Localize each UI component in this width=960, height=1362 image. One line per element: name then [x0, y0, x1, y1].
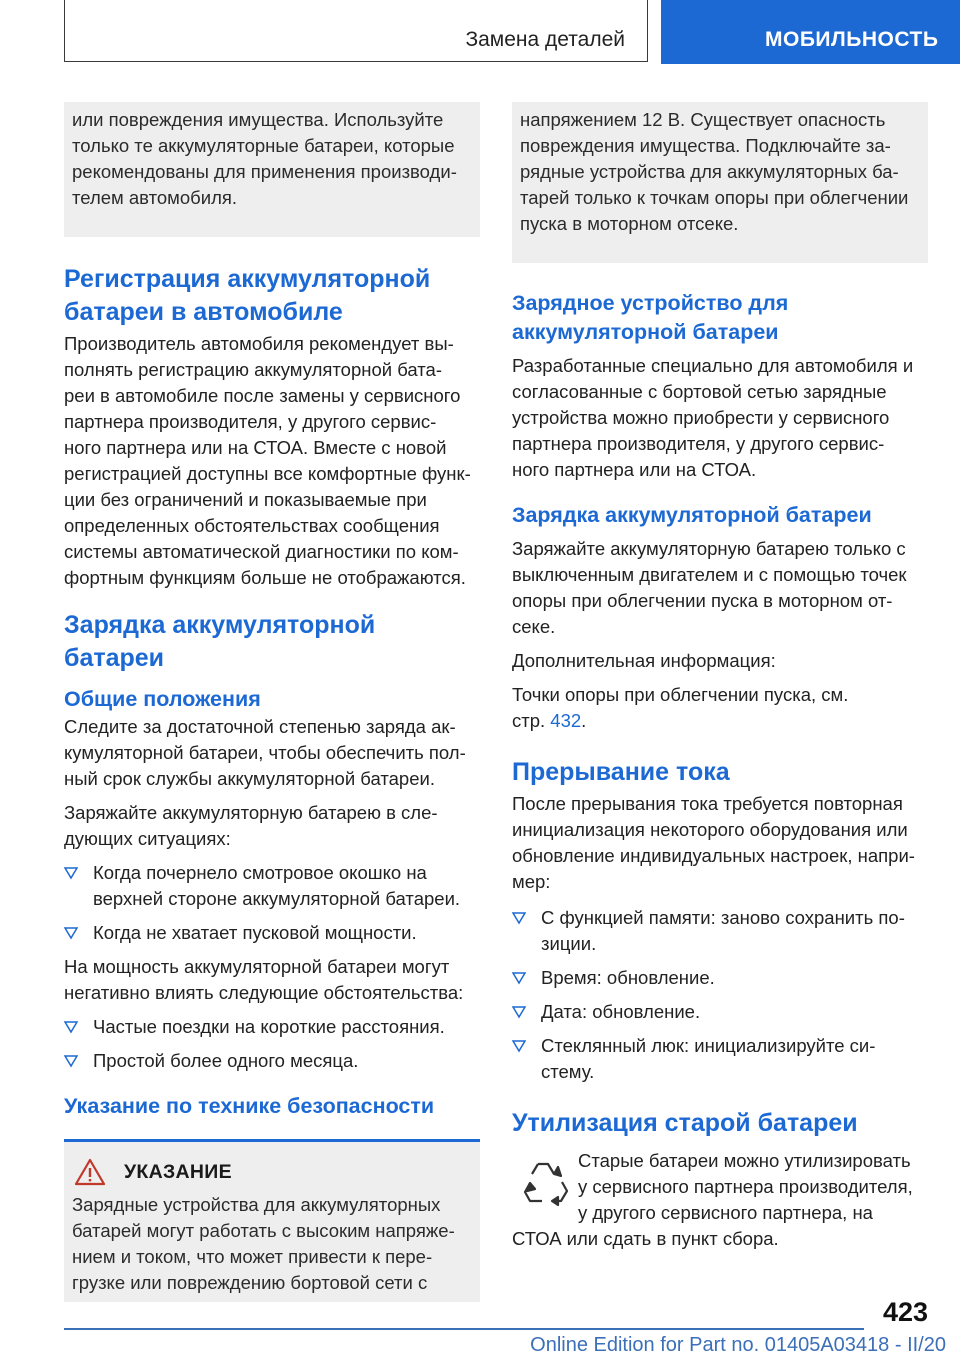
paragraph-situations [64, 800, 480, 852]
text-line: ный срок службы аккумуляторной батареи. [64, 768, 435, 789]
list-item [512, 905, 928, 957]
paragraph-charging [512, 536, 928, 640]
text-line: системы автоматической диагностики по ком- [64, 541, 459, 562]
note-line: телем автомобиля. [72, 187, 238, 208]
text-line: ции без ограничений и показываемые при [64, 489, 427, 510]
warning-header [72, 1152, 472, 1192]
text-line: секе. [512, 616, 556, 637]
list-item [512, 1033, 928, 1085]
note-line: рекомендованы для применения производи- [72, 161, 457, 182]
text-line: полнять регистрацию аккумуляторной бата- [64, 359, 442, 380]
triangle-bullet-icon [512, 1039, 526, 1053]
text-line: верхней стороне аккумуляторной батареи. [93, 888, 461, 909]
text-line: фортным функциям больше не отображаются. [64, 567, 466, 588]
triangle-bullet-icon [64, 1054, 78, 1068]
left-column [64, 102, 480, 1302]
heading-disposal: Утилизация старой батареи [512, 1109, 858, 1137]
note-line: или повреждения имущества. Используйте [72, 109, 444, 130]
text-line: Зарядные устройства для аккумуляторных [72, 1194, 441, 1215]
text-line: устройства можно приобрести у сервисного [512, 407, 890, 428]
bullet-list-situations [64, 860, 480, 946]
text-line: нием и током, что может привести к пере- [72, 1246, 433, 1267]
triangle-bullet-icon [64, 1020, 78, 1034]
text-line: Следите за достаточной степенью заряда ак- [64, 716, 456, 737]
text-line: Точки опоры при облегчении пуска, см. [512, 684, 849, 705]
list-item [64, 1014, 480, 1040]
continued-warning-box [512, 102, 928, 263]
text-line: Заряжайте аккумуляторную батарею в сле- [64, 802, 438, 823]
recycle-icon [518, 1154, 574, 1210]
heading-line: батареи [64, 644, 165, 672]
heading-line: батареи в автомобиле [64, 298, 343, 326]
text-line: На мощность аккумуляторной батареи могут [64, 956, 450, 977]
header-section-box [64, 0, 648, 62]
bullet-list-interruption [512, 905, 928, 1085]
text-line: дующих ситуациях: [64, 828, 231, 849]
list-item [64, 920, 480, 946]
warning-triangle-icon [74, 1158, 106, 1186]
text-line: согласованные с бортовой сетью зарядные [512, 381, 887, 402]
text-line: Стеклянный люк: инициализируйте си- [541, 1035, 876, 1056]
list-item [64, 1048, 480, 1074]
list-item [512, 965, 928, 991]
heading-battery-charging [64, 609, 480, 675]
text-line: С функцией памяти: заново сохранить по- [541, 907, 905, 928]
text-line: опоры при облегчении пуска в моторном от- [512, 590, 893, 611]
page-reference-link[interactable]: 432 [550, 710, 582, 731]
text-line: регистрацией доступны все комфортные функ- [64, 463, 471, 484]
warning-box [64, 1142, 480, 1302]
warning-text [72, 1192, 472, 1296]
note-line: только те аккумуляторные батареи, которые [72, 135, 455, 156]
text-line: инициализация некоторого оборудования или [512, 819, 908, 840]
heading-charger [512, 289, 928, 347]
heading-line: аккумуляторной батареи [512, 320, 779, 344]
heading-line: Зарядное устройство для [512, 291, 789, 315]
text-line: Простой более одного месяца. [93, 1050, 359, 1071]
page-number: 423 [882, 1297, 928, 1327]
text-line: у другого сервисного партнера, на [578, 1202, 873, 1223]
text-line [512, 708, 928, 734]
paragraph-general [64, 714, 480, 792]
note-line: напряжением 12 В. Существует опасность [520, 109, 886, 130]
text-line: Производитель автомобиля рекомендует вы- [64, 333, 454, 354]
text-line: выключенным двигателем и с помощью точек [512, 564, 907, 585]
list-item [64, 860, 480, 912]
heading-battery-registration [64, 263, 480, 329]
text-line: кумуляторной батареи, чтобы обеспечить пол- [64, 742, 466, 763]
text-line: партнера производителя, у другого сервис- [512, 433, 885, 454]
header-section-title: Замена деталей [465, 28, 625, 51]
footer-rule [64, 1328, 864, 1330]
header-chapter-tab: МОБИЛЬНОСТЬ [661, 0, 960, 64]
text-line: грузке или повреждению бортовой сети с [72, 1272, 428, 1293]
text-line: зиции. [541, 933, 597, 954]
paragraph-negative-factors [64, 954, 480, 1006]
text-line: Дата: обновление. [541, 1001, 701, 1022]
text-line: Время: обновление. [541, 967, 715, 988]
warning-title: УКАЗАНИЕ [124, 1160, 232, 1183]
text-line: мер: [512, 871, 551, 892]
note-line: пуска в моторном отсеке. [520, 213, 739, 234]
note-line: тарей только к точкам опоры при облегчении [520, 187, 909, 208]
text-line: стему. [541, 1061, 595, 1082]
heading-battery-charging-right: Зарядка аккумуляторной батареи [512, 503, 872, 527]
text-line: Заряжайте аккумуляторную батарею только с [512, 538, 906, 559]
heading-line: Регистрация аккумуляторной [64, 265, 431, 293]
text-line: После прерывания тока требуется повторная [512, 793, 903, 814]
text-line: обновление индивидуальных настроек, напри- [512, 845, 915, 866]
text-fragment: стр. [512, 710, 546, 731]
text-line: партнера производителя, у другого сервис- [64, 411, 437, 432]
text-line: негативно влиять следующие обстоятельства: [64, 982, 464, 1003]
note-line: рядные устройства для аккумуляторных ба- [520, 161, 899, 182]
note-line: повреждения имущества. Подключайте за- [520, 135, 891, 156]
heading-power-interruption: Прерывание тока [512, 758, 730, 786]
text-line: определенных обстоятельствах сообщения [64, 515, 440, 536]
paragraph-interruption [512, 791, 928, 895]
right-column [512, 102, 928, 1252]
text-line: Когда почернело смотровое окошко на [93, 862, 427, 883]
text-line: реи в автомобиле после замены у сервисного [64, 385, 461, 406]
heading-line: Зарядка аккумуляторной [64, 611, 376, 639]
paragraph-disposal [512, 1148, 928, 1252]
triangle-bullet-icon [512, 1005, 526, 1019]
text-line: Разработанные специально для автомобиля и [512, 355, 914, 376]
paragraph-jump-start [512, 682, 928, 734]
text-fragment: . [581, 710, 587, 731]
text-line: ного партнера или на СТОА. Вместе с новой [64, 437, 447, 458]
text-line: Частые поездки на короткие расстояния. [93, 1016, 445, 1037]
triangle-bullet-icon [512, 911, 526, 925]
paragraph-registration [64, 331, 480, 591]
text-line: ного партнера или на СТОА. [512, 459, 757, 480]
bullet-list-negative [64, 1014, 480, 1074]
continued-note-box [64, 102, 480, 237]
heading-safety-note: Указание по технике безопасности [64, 1094, 435, 1118]
paragraph-more-info: Дополнительная информация: [512, 650, 776, 671]
triangle-bullet-icon [64, 866, 78, 880]
text-line: Старые батареи можно утилизировать [578, 1150, 911, 1171]
text-line: батарей могут работать с высоким напряже- [72, 1220, 455, 1241]
footer-edition: Online Edition for Part no. 01405A03418 - II/20 [530, 1334, 946, 1356]
disposal-section [512, 1148, 928, 1252]
list-item [512, 999, 928, 1025]
heading-general: Общие положения [64, 687, 261, 711]
text-line: СТОА или сдать в пункт сбора. [512, 1228, 779, 1249]
triangle-bullet-icon [512, 971, 526, 985]
triangle-bullet-icon [64, 926, 78, 940]
text-line: у сервисного партнера производителя, [578, 1176, 913, 1197]
text-line: Когда не хватает пусковой мощности. [93, 922, 417, 943]
paragraph-charger [512, 353, 928, 483]
